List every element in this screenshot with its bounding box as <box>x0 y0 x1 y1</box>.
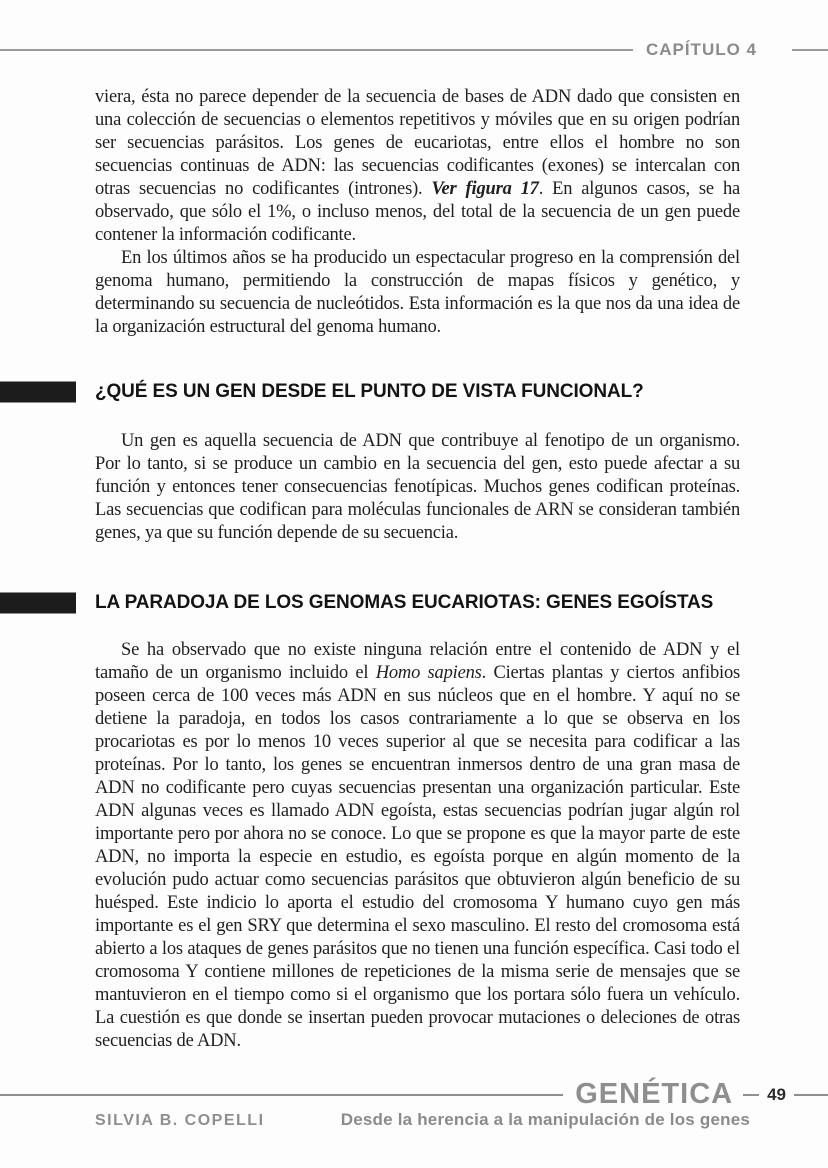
footer-rule-dash <box>743 1094 759 1096</box>
text-segment: . En algunos casos, se ha observado, que sólo el 1%, o incluso menos, del total de la secuencia de un gen puede contener la información codificante. <box>95 179 740 245</box>
footer-rule-left <box>0 1094 563 1096</box>
heading-bar <box>0 593 76 614</box>
header-rule-right <box>792 49 828 51</box>
heading-bar <box>0 382 76 403</box>
body-paragraph <box>95 430 740 545</box>
text-segment: . Ciertas plantas y ciertos anfibios poseen cerca de 100 veces más ADN en sus núcleos que en el hombre. Y aquí no se detiene la paradoja, en todos los casos contrariamente a lo que se observa en los procariotas es por lo menos 10 veces superior al que se necesita para codificar a las proteínas. Por lo tanto, los genes se encuentran inmersos dentro de una gran masa de ADN no codificante pero cuyas secuencias presentan una organización particular. Este ADN algunas veces es llamado ADN egoísta, estas secuencias podrían jugar algún rol importante pero por ahora no se conoce. Lo que se propone es que la mayor parte de este ADN, no importa la especie en estudio, es egoísta porque en algún momento de la evolución pudo actuar como secuencias parásitos que obtuvieron algún beneficio de su huésped. Este indicio lo aporta el estudio del cromosoma Y humano cuyo gen más importante es el gen SRY que determina el sexo masculino. El resto del cromosoma está abierto a los ataques de genes parásitos que no tienen una función específica. Casi todo el cromosoma Y contiene millones de repeticiones de la misma serie de mensajes que se mantuvieron en el tiempo como si el organismo que los portara sólo fuera un vehículo. La cuestión es que donde se insertan pueden provocar mutaciones o deleciones de otras secuencias de ADN. <box>95 663 740 1051</box>
text-segment: Un gen es aquella secuencia de ADN que contribuye al fenotipo de un organismo. Por lo tanto, si se produce un cambio en la secuencia del gen, esto puede afectar a su función y entonces tener consecuencias fenotípicas. Muchos genes codifican proteínas. Las secuencias que codifican para moléculas funcionales de ARN se consideran también genes, ya que su función depende de su secuencia. <box>95 431 740 543</box>
section-heading-gen-funcional <box>95 381 740 403</box>
text-segment: Ver figura 17 <box>431 179 539 199</box>
chapter-label: CAPÍTULO 4 <box>645 40 757 59</box>
text-segment: Homo sapiens <box>375 663 482 683</box>
footer-title-row <box>0 1078 828 1111</box>
page-number: 49 <box>767 1084 786 1104</box>
body-paragraph <box>95 247 740 339</box>
section-heading-label: LA PARADOJA DE LOS GENOMAS EUCARIOTAS: GENES EGOÍSTAS <box>95 592 714 613</box>
page-content <box>95 86 740 1053</box>
body-paragraph <box>95 86 740 247</box>
chapter-header <box>0 40 828 60</box>
text-segment: viera, ésta no parece depender de la secuencia de bases de ADN dado que consisten en una colección de secuencias o elementos repetitivos y móviles que en su origen podrían ser secuencias parásitos. Los genes de eucariotas, entre ellos el hombre no son secuencias continuas de ADN: las secuencias codificantes (exones) se intercalan con otras secuencias no codificantes (intrones). <box>95 87 740 199</box>
footer-credits-row <box>0 1110 828 1130</box>
text-segment: En los últimos años se ha producido un espectacular progreso en la comprensión del genoma humano, permitiendo la construcción de mapas físicos y genético, y determinando su secuencia de nucleótidos. Esta información es la que nos da una idea de la organización estructural del genoma humano. <box>95 248 740 337</box>
text-segment: Se ha observado que no existe ninguna relación entre el contenido de ADN y el tamaño de un organismo incluido el <box>95 640 740 683</box>
section-heading-paradoja-genomas <box>95 592 740 614</box>
section-heading-label: ¿QUÉ ES UN GEN DESDE EL PUNTO DE VISTA FUNCIONAL? <box>95 381 644 402</box>
book-subtitle: Desde la herencia a la manipulación de los genes <box>340 1110 750 1129</box>
footer-rule-right <box>794 1094 828 1096</box>
author-name: SILVIA B. COPELLI <box>95 1112 265 1129</box>
book-title: GENÉTICA <box>575 1078 734 1110</box>
header-rule-left <box>0 49 633 51</box>
body-paragraph <box>95 639 740 1053</box>
